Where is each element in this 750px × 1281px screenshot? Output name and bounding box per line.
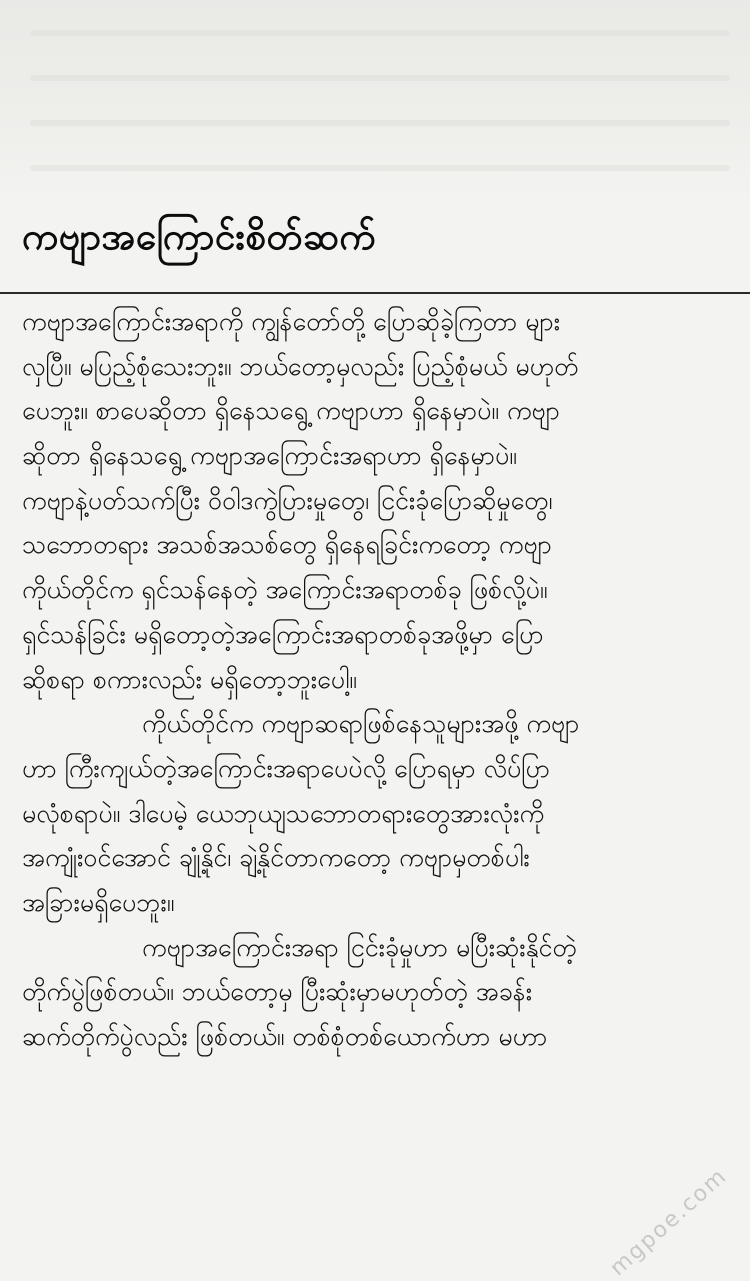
text-line: ကဗျာနဲ့ပတ်သက်ပြီး ဝိဝါဒကွဲပြားမှုတွေ၊ ငြင်းခုံပြောဆိုမှုတွေ၊	[22, 485, 553, 515]
text-line: ဆိုတာ ရှိနေသရွေ့ ကဗျာအကြောင်းအရာဟာ ရှိနေမှာပဲ။	[22, 441, 517, 471]
text-line: အခြားမရှိပေဘူး။	[22, 887, 175, 917]
text-line: လှပြီ။ မပြည့်စုံသေးဘူး။ ဘယ်တော့မှလည်း ပြည့်စုံမယ် မဟုတ်	[22, 351, 579, 381]
watermark: mgpoe.com	[605, 1163, 732, 1281]
body-text	[22, 300, 736, 1060]
text-line: ဟာ ကြီးကျယ်တဲ့အကြောင်းအရာပေပဲလို့ ပြောရမှာ လိပ်ပြာ	[22, 753, 551, 783]
text-line: ဆိုစရာ စကားလည်း မရှိတော့ဘူးပေါ့။	[22, 664, 357, 694]
text-line: ကိုယ်တိုင်က ကဗျာဆရာဖြစ်နေသူများအဖို့ ကဗျာ	[142, 709, 580, 739]
text-line: အကျုံးဝင်အောင် ချုံ့နိုင်၊ ချဲ့နိုင်တာကတော့ ကဗျာမှတစ်ပါး	[22, 843, 530, 873]
faded-show-through-area	[0, 0, 750, 200]
heading-divider	[0, 292, 750, 294]
text-line: ကိုယ်တိုင်က ရှင်သန်နေတဲ့ အကြောင်းအရာတစ်ခု ဖြစ်လို့ပဲ။	[22, 575, 548, 605]
text-line: ကဗျာအကြောင်းအရာ ငြင်းခုံမှုဟာ မပြီးဆုံးနိုင်တဲ့	[142, 932, 577, 962]
faded-line	[30, 30, 730, 36]
faded-line	[30, 75, 730, 81]
faded-line	[30, 165, 730, 171]
text-line: သဘောတရား အသစ်အသစ်တွေ ရှိနေရခြင်းကတော့ ကဗျာ	[22, 530, 552, 560]
text-line: မလုံစရာပဲ။ ဒါပေမဲ့ ယေဘုယျသဘောတရားတွေအားလုံးကို	[22, 798, 544, 828]
text-line: ပေဘူး။ စာပေဆိုတာ ရှိနေသရွေ့ ကဗျာဟာ ရှိနေမှာပဲ။ ကဗျာ	[22, 396, 560, 426]
section-heading: ကဗျာအကြောင်းစိတ်ဆက်	[22, 215, 377, 258]
text-line: ရှင်သန်ခြင်း မရှိတော့တဲ့အကြောင်းအရာတစ်ခုအဖို့မှာ ပြော	[22, 619, 544, 649]
faded-line	[30, 120, 730, 126]
text-line: ကဗျာအကြောင်းအရာကို ကျွန်တော်တို့ ပြောဆိုခဲ့ကြတာ များ	[22, 307, 561, 336]
text-line: တိုက်ပွဲဖြစ်တယ်။ ဘယ်တော့မှ ပြီးဆုံးမှာမဟုတ်တဲ့ အခန်း	[22, 977, 533, 1007]
text-line: ဆက်တိုက်ပွဲလည်း ဖြစ်တယ်။ တစ်စုံတစ်ယောက်ဟာ မဟာ	[22, 1022, 548, 1051]
